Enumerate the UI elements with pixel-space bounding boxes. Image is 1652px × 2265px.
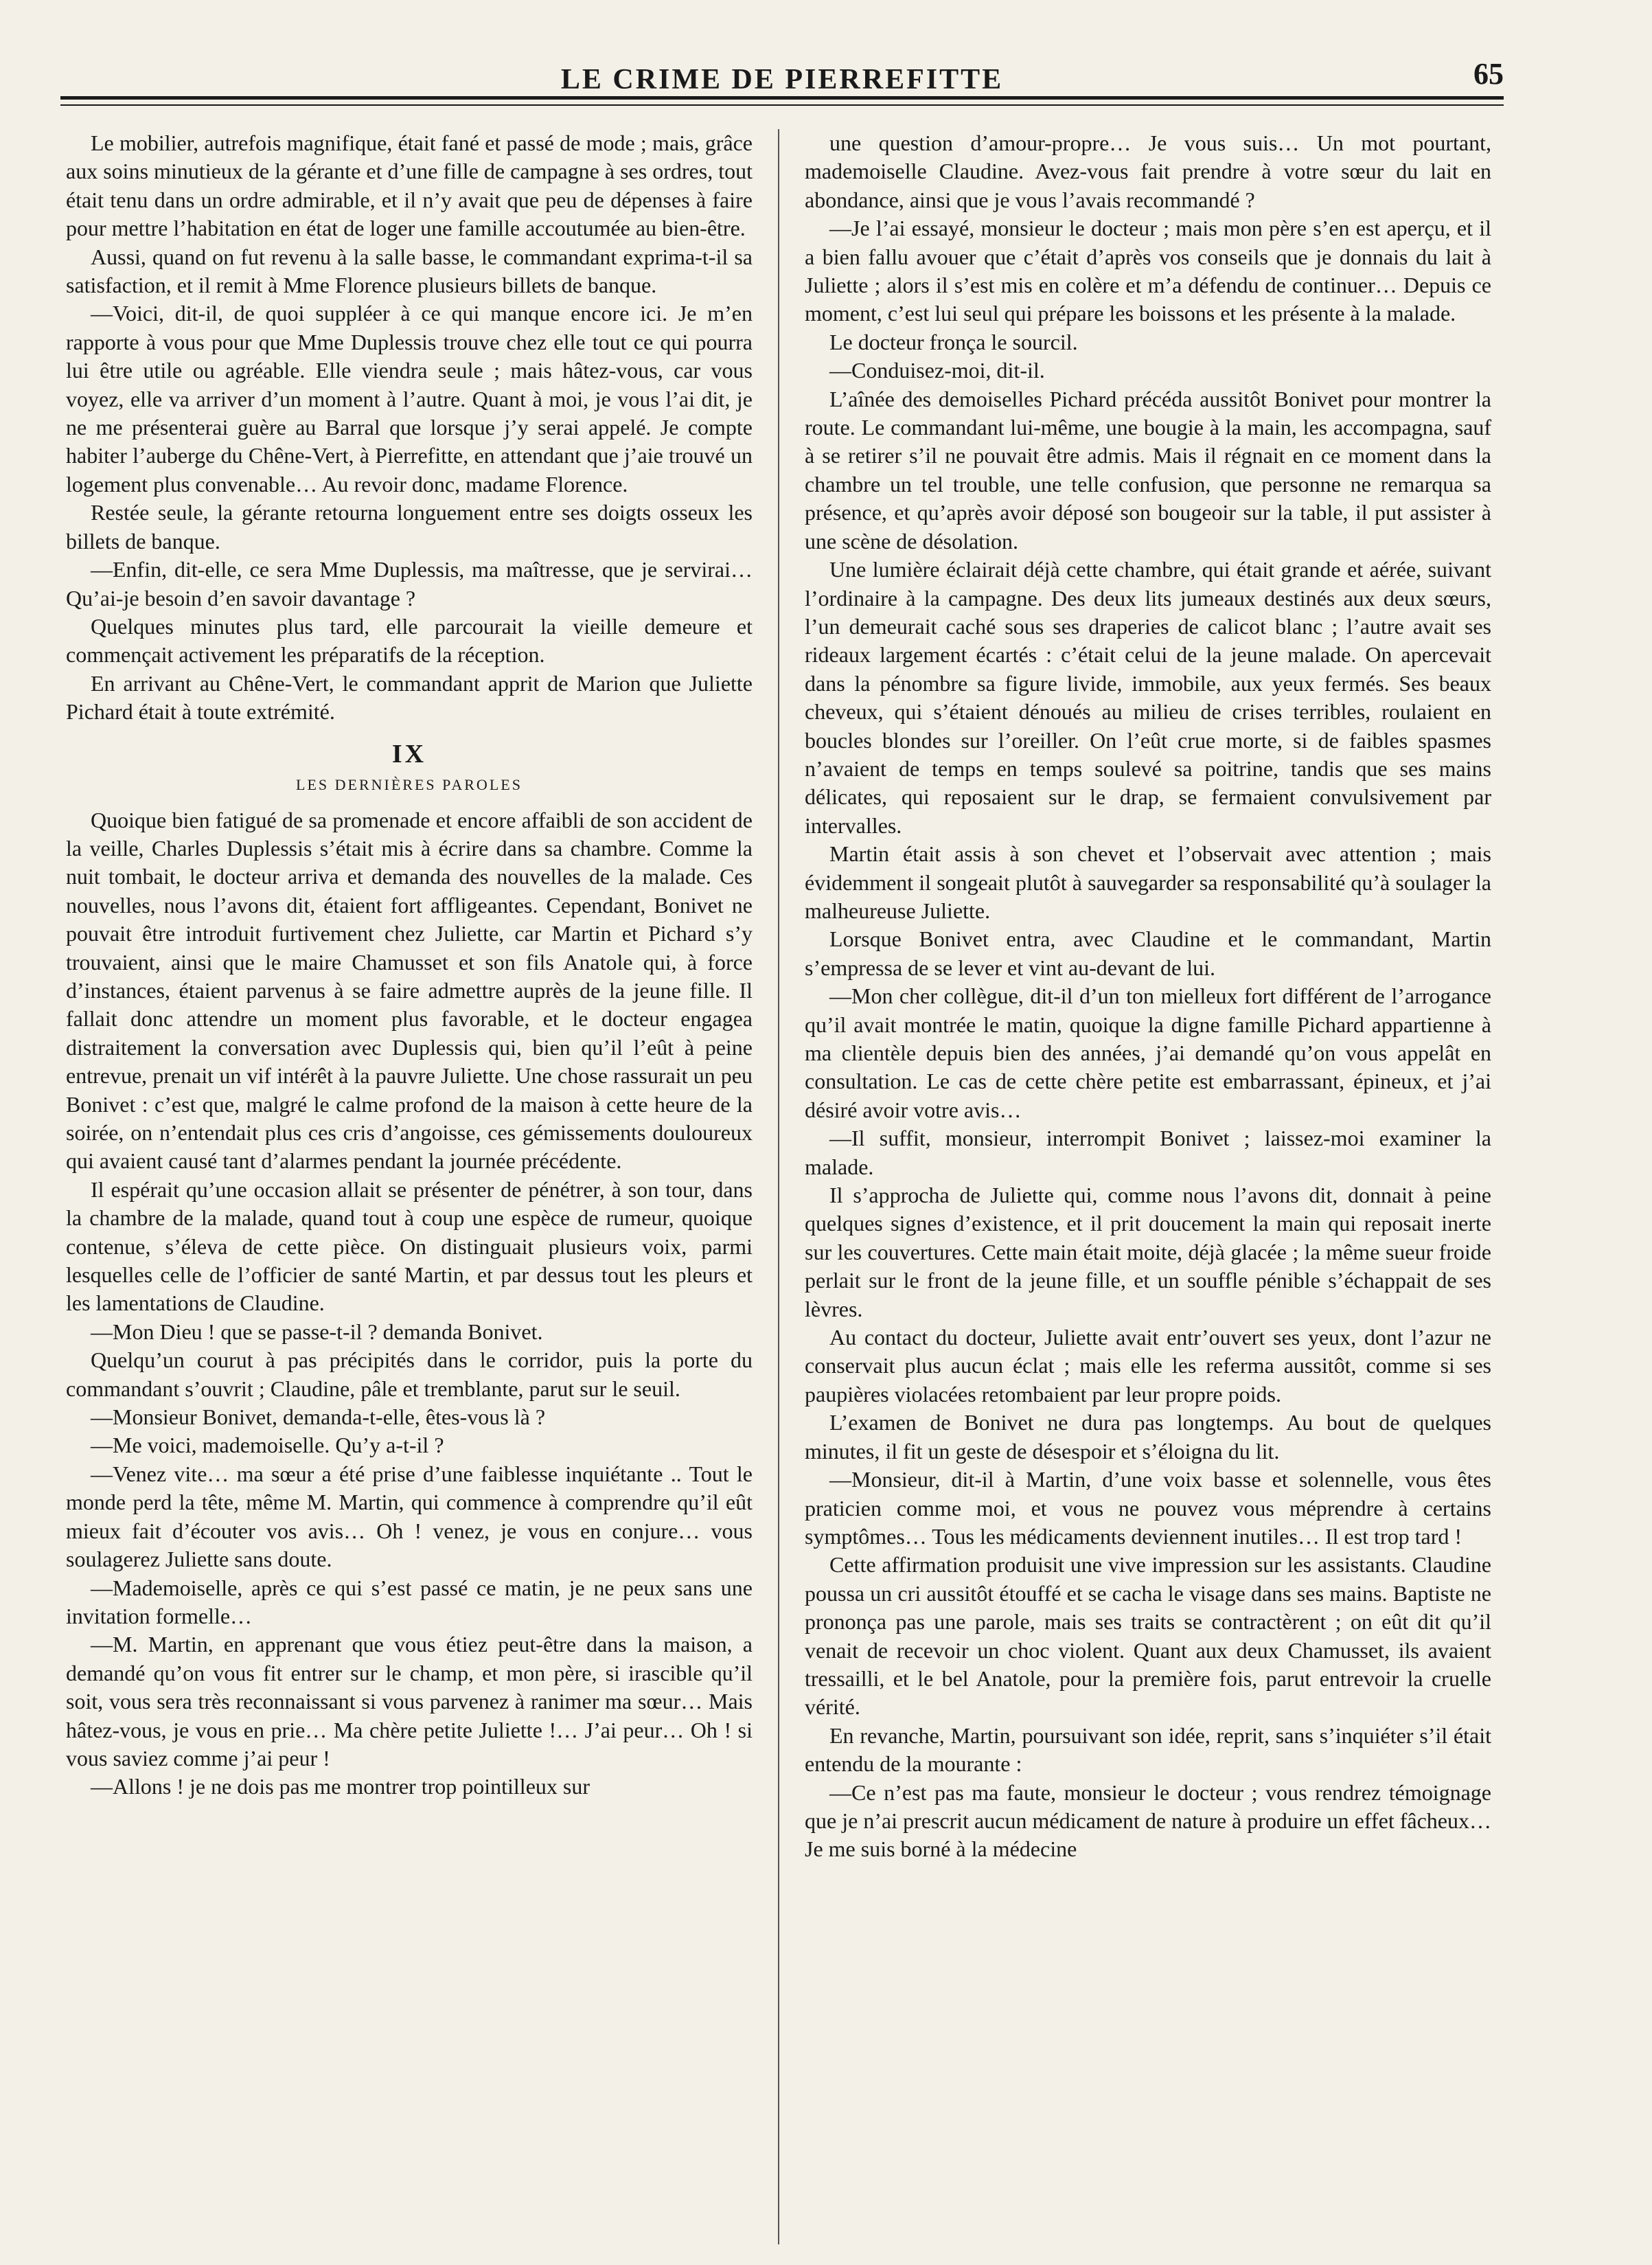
paragraph: —Voici, dit-il, de quoi suppléer à ce qui manque encore ici. Je m’en rapporte à vous pour que Mme Duplessis trouve chez elle tout ce qui pourra lui être utile ou agréable. Elle viendra seule ; mais hâtez-vous, car vous voyez, elle va arriver d’un moment à l’autre. Quant à moi, je vous l’ai dit, je ne me présenterai guère au Barral que lorsque j’y serai appelé. Je compte habiter l’auberge du Chêne-Vert, à Pierrefitte, en attendant que j’aie trouvé un logement plus convenable… Au revoir donc, madame Florence. — [66, 301, 753, 497]
paragraph: —Il suffit, monsieur, interrompit Bonivet ; laissez-moi examiner la malade. — [805, 1126, 1491, 1179]
paragraph: Quoique bien fatigué de sa promenade et encore affaibli de son accident de la veille, Charles Duplessis s’était mis à écrire dans sa chambre. Comme la nuit tombait, le docteur arriva et demanda des nouvelles de la malade. Ces nouvelles, nous l’avons dit, étaient fort affligeantes. Cependant, Bonivet ne pouvait être introduit furtivement chez Juliette, car Martin et Pichard s’y trouvaient, ainsi que le maire Chamusset et son fils Anatole qui, à force d’instances, étaient parvenus à se faire admettre auprès de la jeune fille. Il fallait donc attendre un moment plus favorable, et le docteur engagea distraitement la conversation avec Duplessis qui, bien qu’il l’eût à peine entrevue, prenait un vif intérêt à la pauvre Juliette. Une chose rassurait un peu Bonivet : c’est que, malgré le calme profond de la maison à cette heure de la soirée, on n’entendait plus ces cris d’angoisse, ces gémissements douloureux qui avaient causé tant d’alarmes pendant la journée précédente. — [66, 807, 753, 1174]
paragraph: Aussi, quand on fut revenu à la salle basse, le commandant exprima-t-il sa satisfaction, et il remit à Mme Florence plusieurs billets de banque. — [66, 244, 753, 298]
paragraph: Une lumière éclairait déjà cette chambre, qui était grande et aérée, suivant l’ordinaire à la campagne. Des deux lits jumeaux destinés aux deux sœurs, l’un demeurait caché sous ses draperies de calicot blanc ; l’autre avait ses rideaux largement écartés : c’était celui de la jeune malade. On apercevait dans la pénombre sa figure livide, immobile, aux yeux fermés. Ses beaux cheveux, qui s’étaient dénoués au milieu de crises terribles, roulaient en boucles blondes sur l’oreiller. On l’eût crue morte, si de faibles spasmes n’avaient de temps en temps soulevé sa poitrine, tandis que ses mains délicates, qui reposaient sur le drap, se fermaient convulsivement par intervalles. — [805, 557, 1491, 838]
paragraph: —Conduisez-moi, dit-il. — [829, 358, 1045, 383]
running-title: LE CRIME DE PIERREFITTE — [560, 64, 1004, 95]
left-bottom-paragraphs — [66, 806, 753, 1801]
page-header — [60, 54, 1504, 95]
paragraph: —Ce n’est pas ma faute, monsieur le docteur ; vous rendrez témoignage que je n’ai prescrit aucun médicament de nature à produire un effet fâcheux… Je me suis borné à la médecine — [805, 1779, 1491, 1862]
paragraph: Quelqu’un courut à pas précipités dans le corridor, puis la porte du commandant s’ouvrit ; Claudine, pâle et tremblante, parut sur le seuil. — [66, 1347, 753, 1401]
paragraph: Cette affirmation produisit une vive impression sur les assistants. Claudine poussa un cri aussitôt étouffé et se cacha le visage dans ses mains. Baptiste ne prononça pas une parole, mais ses traits se contractèrent ; on eût dit qu’il venait de recevoir un choc violent. Quant aux deux Chamusset, ils avaient tressailli, et le bel Anatole, pour la première fois, parut entrevoir la cruelle vérité. — [805, 1552, 1491, 1720]
paragraph: —Allons ! je ne dois pas me montrer trop pointilleux sur — [91, 1774, 590, 1799]
paragraph: Il s’approcha de Juliette qui, comme nous l’avons dit, donnait à peine quelques signes d’existence, et il prit doucement la main qui reposait inerte sur les couvertures. Cette main était moite, déjà glacée ; la même sueur froide perlait sur le front de la jeune fille, et un souffle pénible s’échappait de ses lèvres. — [805, 1183, 1491, 1321]
paragraph: En arrivant au Chêne-Vert, le commandant apprit de Marion que Juliette Pichard était à toute extrémité. — [66, 670, 753, 725]
paragraph: Il espérait qu’une occasion allait se présenter de pénétrer, à son tour, dans la chambre de la malade, quand tout à coup une espèce de rumeur, quoique contenue, s’éleva de cette pièce. On distinguait plusieurs voix, parmi lesquelles celle de l’officier de santé Martin, et par dessus tout les pleurs et les lamentations de Claudine. — [66, 1176, 753, 1316]
left-top-paragraphs — [66, 129, 753, 727]
paragraph: —Venez vite… ma sœur a été prise d’une faiblesse inquiétante .. Tout le monde perd la tête, même M. Martin, qui commence à comprendre qu’il eût mieux fait d’écouter vos avis… Oh ! venez, je vous en conjure… vous soulagerez Juliette sans doute. — [66, 1461, 753, 1572]
column-divider — [778, 129, 779, 2244]
paragraph: —Me voici, mademoiselle. Qu’y a-t-il ? — [91, 1433, 444, 1458]
paragraph: Le mobilier, autrefois magnifique, était fané et passé de mode ; mais, grâce aux soins minutieux de la gérante et d’une fille de campagne à ses ordres, tout était tenu dans un ordre admirable, et il n’y avait que peu de dépenses à faire pour mettre l’habitation en état de loger une famille accoutumée au bien-être. — [66, 130, 753, 241]
paragraph: —Je l’ai essayé, monsieur le docteur ; mais mon père s’en est aperçu, et il a bien fallu avouer que c’était d’après vos conseils que je donnais du lait à Juliette ; alors il s’est mis en colère et m’a défendu de continuer… Depuis ce moment, c’est lui seul qui prépare les boissons et les présente à la malade. — [805, 216, 1491, 326]
page-number: 65 — [1473, 57, 1504, 91]
header-rule-thin — [60, 104, 1504, 106]
paragraph: —Monsieur, dit-il à Martin, d’une voix basse et solennelle, vous êtes praticien comme moi, et vous ne pouvez vous méprendre à certains symptômes… Tous les médicaments deviennent inutiles… Il est trop tard ! — [805, 1467, 1491, 1549]
paragraph: L’aînée des demoiselles Pichard précéda aussitôt Bonivet pour montrer la route. Le commandant lui-même, une bougie à la main, les accompagna, sauf à se retirer s’il ne pouvait être admis. Mais il régnait en ce moment dans la chambre un tel trouble, une telle confusion, que personne ne remarqua sa présence, et qu’après avoir déposé son bougeoir sur la table, il put assister à une scène de désolation. — [805, 386, 1491, 554]
paragraph: —Enfin, dit-elle, ce sera Mme Duplessis, ma maîtresse, que je servirai… Qu’ai-je besoin d’en savoir davantage ? — [66, 557, 753, 611]
chapter-number: IX — [391, 739, 427, 769]
paragraph: —Mon cher collègue, dit-il d’un ton mielleux fort différent de l’arrogance qu’il avait montrée le matin, quoique la digne famille Pichard appartienne à ma clientèle depuis bien des années, j’ai demandé qu’on vous appelât en consultation. Le cas de cette chère petite est embarrassant, épineux, et j’ai désiré avoir votre avis… — [805, 983, 1491, 1122]
paragraph: —Mademoiselle, après ce qui s’est passé ce matin, je ne peux sans une invitation formelle… — [66, 1575, 753, 1628]
paragraph: —Mon Dieu ! que se passe-t-il ? demanda Bonivet. — [91, 1319, 543, 1344]
chapter-title: LES DERNIÈRES PAROLES — [296, 775, 523, 793]
paragraph: Lorsque Bonivet entra, avec Claudine et le commandant, Martin s’empressa de se lever et vint au-devant de lui. — [805, 926, 1491, 980]
paragraph: Au contact du docteur, Juliette avait entr’ouvert ses yeux, dont l’azur ne conservait plus aucun éclat ; mais elle les referma aussitôt, comme si ses paupières violacées retombaient par leur propre poids. — [805, 1325, 1491, 1407]
right-column — [805, 129, 1491, 1864]
paragraph: Martin était assis à son chevet et l’observait avec attention ; mais évidemment il songeait plutôt à sauvegarder sa responsabilité qu’à soulager la malheureuse Juliette. — [805, 841, 1491, 923]
paragraph: L’examen de Bonivet ne dura pas longtemps. Au bout de quelques minutes, il fit un geste de désespoir et s’éloigna du lit. — [805, 1410, 1491, 1464]
header-rule-thick — [60, 96, 1504, 100]
paragraph: Restée seule, la gérante retourna longuement entre ses doigts osseux les billets de banque. — [66, 500, 753, 554]
paragraph: Quelques minutes plus tard, elle parcourait la vieille demeure et commençait activement les préparatifs de la réception. — [66, 613, 753, 668]
paragraph: Le docteur fronça le sourcil. — [829, 329, 1078, 354]
left-column — [66, 129, 753, 1801]
paragraph: —M. Martin, en apprenant que vous étiez peut-être dans la maison, a demandé qu’on vous fit entrer sur le champ, et mon père, si irascible qu’il soit, vous sera très reconnaissant si vous parvenez à ranimer ma sœur… Mais hâtez-vous, je vous en prie… Ma chère petite Juliette !… J’ai peur… Oh ! si vous saviez comme j’ai peur ! — [66, 1632, 753, 1771]
paragraph: une question d’amour-propre… Je vous suis… Un mot pourtant, mademoiselle Claudine. Avez-vous fait prendre à votre sœur du lait en abondance, ainsi que je vous l’avais recommandé ? — [805, 130, 1491, 212]
paragraph: —Monsieur Bonivet, demanda-t-elle, êtes-vous là ? — [91, 1404, 546, 1430]
paragraph: En revanche, Martin, poursuivant son idée, reprit, sans s’inquiéter s’il était entendu de la mourante : — [805, 1722, 1491, 1777]
